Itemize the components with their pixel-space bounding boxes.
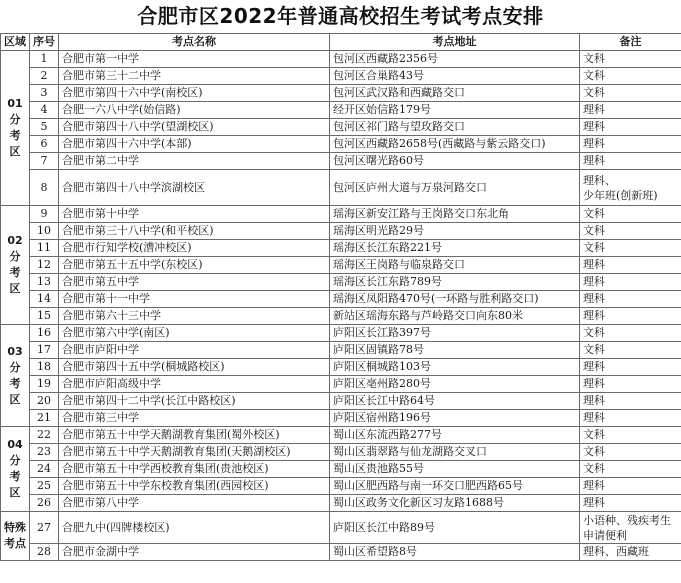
cell-no: 21 (30, 410, 59, 427)
cell-no: 18 (30, 359, 59, 376)
cell-remark: 理科 (580, 393, 681, 410)
cell-no: 26 (30, 495, 59, 512)
cell-remark: 文科 (580, 342, 681, 359)
cell-no: 6 (30, 136, 59, 153)
cell-address: 庐阳区长江中路64号 (330, 393, 580, 410)
cell-address: 庐阳区长江路397号 (330, 325, 580, 342)
cell-name: 合肥市第十中学 (59, 206, 330, 223)
cell-name: 合肥市庐阳高级中学 (59, 376, 330, 393)
cell-no: 17 (30, 342, 59, 359)
cell-no: 9 (30, 206, 59, 223)
cell-address: 庐阳区亳州路280号 (330, 376, 580, 393)
cell-remark: 理科、 少年班(创新班) (580, 170, 681, 206)
cell-no: 28 (30, 544, 59, 561)
cell-remark: 理科、西藏班 (580, 544, 681, 561)
cell-remark: 文科 (580, 325, 681, 342)
region-label: 02 分 考 区 (7, 234, 23, 295)
cell-address: 蜀山区希望路8号 (330, 544, 580, 561)
cell-address: 瑶海区王岗路与临泉路交口 (330, 257, 580, 274)
cell-address: 新站区瑶海东路与芦岭路交口向东80米 (330, 308, 580, 325)
cell-address: 瑶海区新安江路与王岗路交口东北角 (330, 206, 580, 223)
table-row (1, 342, 681, 359)
cell-no: 14 (30, 291, 59, 308)
cell-remark: 理科 (580, 410, 681, 427)
cell-remark: 理科 (580, 495, 681, 512)
cell-name: 合肥市第五中学 (59, 274, 330, 291)
cell-address: 蜀山区东流西路277号 (330, 427, 580, 444)
cell-address: 包河区合巢路43号 (330, 68, 580, 85)
header-region: 区域 (1, 34, 30, 51)
cell-name: 合肥市第四十五中学(桐城路校区) (59, 359, 330, 376)
table-row (1, 444, 681, 461)
table-row (1, 325, 681, 342)
cell-name: 合肥一六八中学(始信路) (59, 102, 330, 119)
cell-no: 22 (30, 427, 59, 444)
table-row (1, 102, 681, 119)
cell-address: 蜀山区肥西路与南一环交口肥西路65号 (330, 478, 580, 495)
cell-address: 庐阳区宿州路196号 (330, 410, 580, 427)
cell-address: 庐阳区长江中路89号 (330, 512, 580, 544)
header-name: 考点名称 (59, 34, 330, 51)
cell-name: 合肥市第三中学 (59, 410, 330, 427)
region-cell (1, 206, 30, 325)
table-row (1, 478, 681, 495)
cell-name: 合肥市庐阳中学 (59, 342, 330, 359)
region-label: 04 分 考 区 (7, 438, 23, 499)
header-no: 序号 (30, 34, 59, 51)
cell-name: 合肥市第四十六中学(南校区) (59, 85, 330, 102)
cell-name: 合肥市第五十中学天鹅湖教育集团(蜀外校区) (59, 427, 330, 444)
region-label: 01 分 考 区 (7, 97, 23, 158)
cell-address: 瑶海区长江东路221号 (330, 240, 580, 257)
cell-remark: 理科 (580, 153, 681, 170)
cell-name: 合肥市第一中学 (59, 51, 330, 68)
region-cell (1, 427, 30, 512)
region-cell (1, 51, 30, 206)
cell-address: 蜀山区政务文化新区习友路1688号 (330, 495, 580, 512)
table-row (1, 257, 681, 274)
cell-no: 3 (30, 85, 59, 102)
cell-name: 合肥市第四十八中学(望湖校区) (59, 119, 330, 136)
page-title: 合肥市区2022年普通高校招生考试考点安排 (137, 4, 544, 28)
cell-no: 11 (30, 240, 59, 257)
region-cell (1, 325, 30, 427)
region-label: 03 分 考 区 (7, 344, 23, 406)
cell-remark: 文科 (580, 206, 681, 223)
cell-name: 合肥市金湖中学 (59, 544, 330, 561)
table-row (1, 291, 681, 308)
cell-name: 合肥市第三十八中学(和平校区) (59, 223, 330, 240)
table-row (1, 240, 681, 257)
table-row (1, 153, 681, 170)
cell-name: 合肥市第四十二中学(长江中路校区) (59, 393, 330, 410)
cell-no: 25 (30, 478, 59, 495)
cell-no: 4 (30, 102, 59, 119)
table-row (1, 359, 681, 376)
cell-name: 合肥市第八中学 (59, 495, 330, 512)
exam-sites-table (0, 33, 681, 561)
cell-address: 包河区武汉路和西藏路交口 (330, 85, 580, 102)
table-row (1, 308, 681, 325)
cell-no: 8 (30, 170, 59, 206)
cell-address: 经开区始信路179号 (330, 102, 580, 119)
cell-remark: 理科 (580, 102, 681, 119)
cell-no: 13 (30, 274, 59, 291)
cell-remark: 文科 (580, 68, 681, 85)
cell-remark: 理科 (580, 119, 681, 136)
cell-remark: 文科 (580, 427, 681, 444)
cell-name: 合肥市第五十中学西校教育集团(贵池校区) (59, 461, 330, 478)
cell-no: 5 (30, 119, 59, 136)
table-row (1, 51, 681, 68)
cell-remark: 理科 (580, 291, 681, 308)
cell-no: 2 (30, 68, 59, 85)
cell-no: 15 (30, 308, 59, 325)
cell-no: 19 (30, 376, 59, 393)
table-row (1, 136, 681, 153)
cell-no: 7 (30, 153, 59, 170)
cell-name: 合肥市第四十八中学滨湖校区 (59, 170, 330, 206)
table-row (1, 206, 681, 223)
cell-remark: 文科 (580, 461, 681, 478)
cell-name: 合肥市第五十中学天鹅湖教育集团(天鹅湖校区) (59, 444, 330, 461)
cell-no: 27 (30, 512, 59, 544)
table-row (1, 427, 681, 444)
table-row (1, 274, 681, 291)
header-address: 考点地址 (330, 34, 580, 51)
cell-address: 包河区西藏路2658号(西藏路与紫云路交口) (330, 136, 580, 153)
cell-name: 合肥市第六十三中学 (59, 308, 330, 325)
table-row (1, 376, 681, 393)
cell-address: 包河区曙光路60号 (330, 153, 580, 170)
cell-name: 合肥市第五十中学东校教育集团(西园校区) (59, 478, 330, 495)
cell-address: 包河区祁门路与望玫路交口 (330, 119, 580, 136)
cell-remark: 理科 (580, 136, 681, 153)
table-row (1, 461, 681, 478)
table-row (1, 512, 681, 544)
cell-address: 瑶海区长江东路789号 (330, 274, 580, 291)
cell-no: 23 (30, 444, 59, 461)
cell-remark: 文科 (580, 51, 681, 68)
table-row (1, 544, 681, 561)
table-row (1, 223, 681, 240)
cell-address: 包河区庐州大道与万泉河路交口 (330, 170, 580, 206)
cell-remark: 文科 (580, 223, 681, 240)
region-label: 特殊 考点 (4, 521, 26, 550)
cell-remark: 理科 (580, 308, 681, 325)
cell-address: 庐阳区固镇路78号 (330, 342, 580, 359)
cell-remark: 小语种、残疾考生 申请便利 (580, 512, 681, 544)
cell-remark: 文科 (580, 444, 681, 461)
cell-no: 1 (30, 51, 59, 68)
cell-no: 24 (30, 461, 59, 478)
table-row (1, 170, 681, 206)
cell-name: 合肥市第四十六中学(本部) (59, 136, 330, 153)
cell-remark: 理科 (580, 274, 681, 291)
table-row (1, 495, 681, 512)
cell-remark: 理科 (580, 376, 681, 393)
cell-address: 包河区西藏路2356号 (330, 51, 580, 68)
cell-name: 合肥市第二中学 (59, 153, 330, 170)
cell-address: 蜀山区翡翠路与仙龙湖路交叉口 (330, 444, 580, 461)
table-row (1, 68, 681, 85)
table-row (1, 393, 681, 410)
cell-no: 16 (30, 325, 59, 342)
cell-remark: 理科 (580, 257, 681, 274)
table-row (1, 119, 681, 136)
cell-remark: 文科 (580, 85, 681, 102)
cell-address: 瑶海区明光路29号 (330, 223, 580, 240)
header-remark: 备注 (580, 34, 681, 51)
cell-address: 庐阳区桐城路103号 (330, 359, 580, 376)
cell-address: 瑶海区凤阳路470号(一环路与胜利路交口) (330, 291, 580, 308)
table-row (1, 85, 681, 102)
region-cell (1, 512, 30, 561)
cell-no: 10 (30, 223, 59, 240)
cell-name: 合肥市第六中学(南区) (59, 325, 330, 342)
cell-name: 合肥市第五十五中学(东校区) (59, 257, 330, 274)
cell-remark: 理科 (580, 359, 681, 376)
cell-name: 合肥市第十一中学 (59, 291, 330, 308)
cell-remark: 理科 (580, 478, 681, 495)
cell-remark: 文科 (580, 240, 681, 257)
table-header-row (1, 34, 681, 51)
cell-name: 合肥市行知学校(漕冲校区) (59, 240, 330, 257)
table-body (1, 51, 681, 561)
table-row (1, 410, 681, 427)
cell-address: 蜀山区贵池路55号 (330, 461, 580, 478)
cell-name: 合肥九中(四牌楼校区) (59, 512, 330, 544)
cell-name: 合肥市第三十二中学 (59, 68, 330, 85)
cell-no: 20 (30, 393, 59, 410)
cell-no: 12 (30, 257, 59, 274)
